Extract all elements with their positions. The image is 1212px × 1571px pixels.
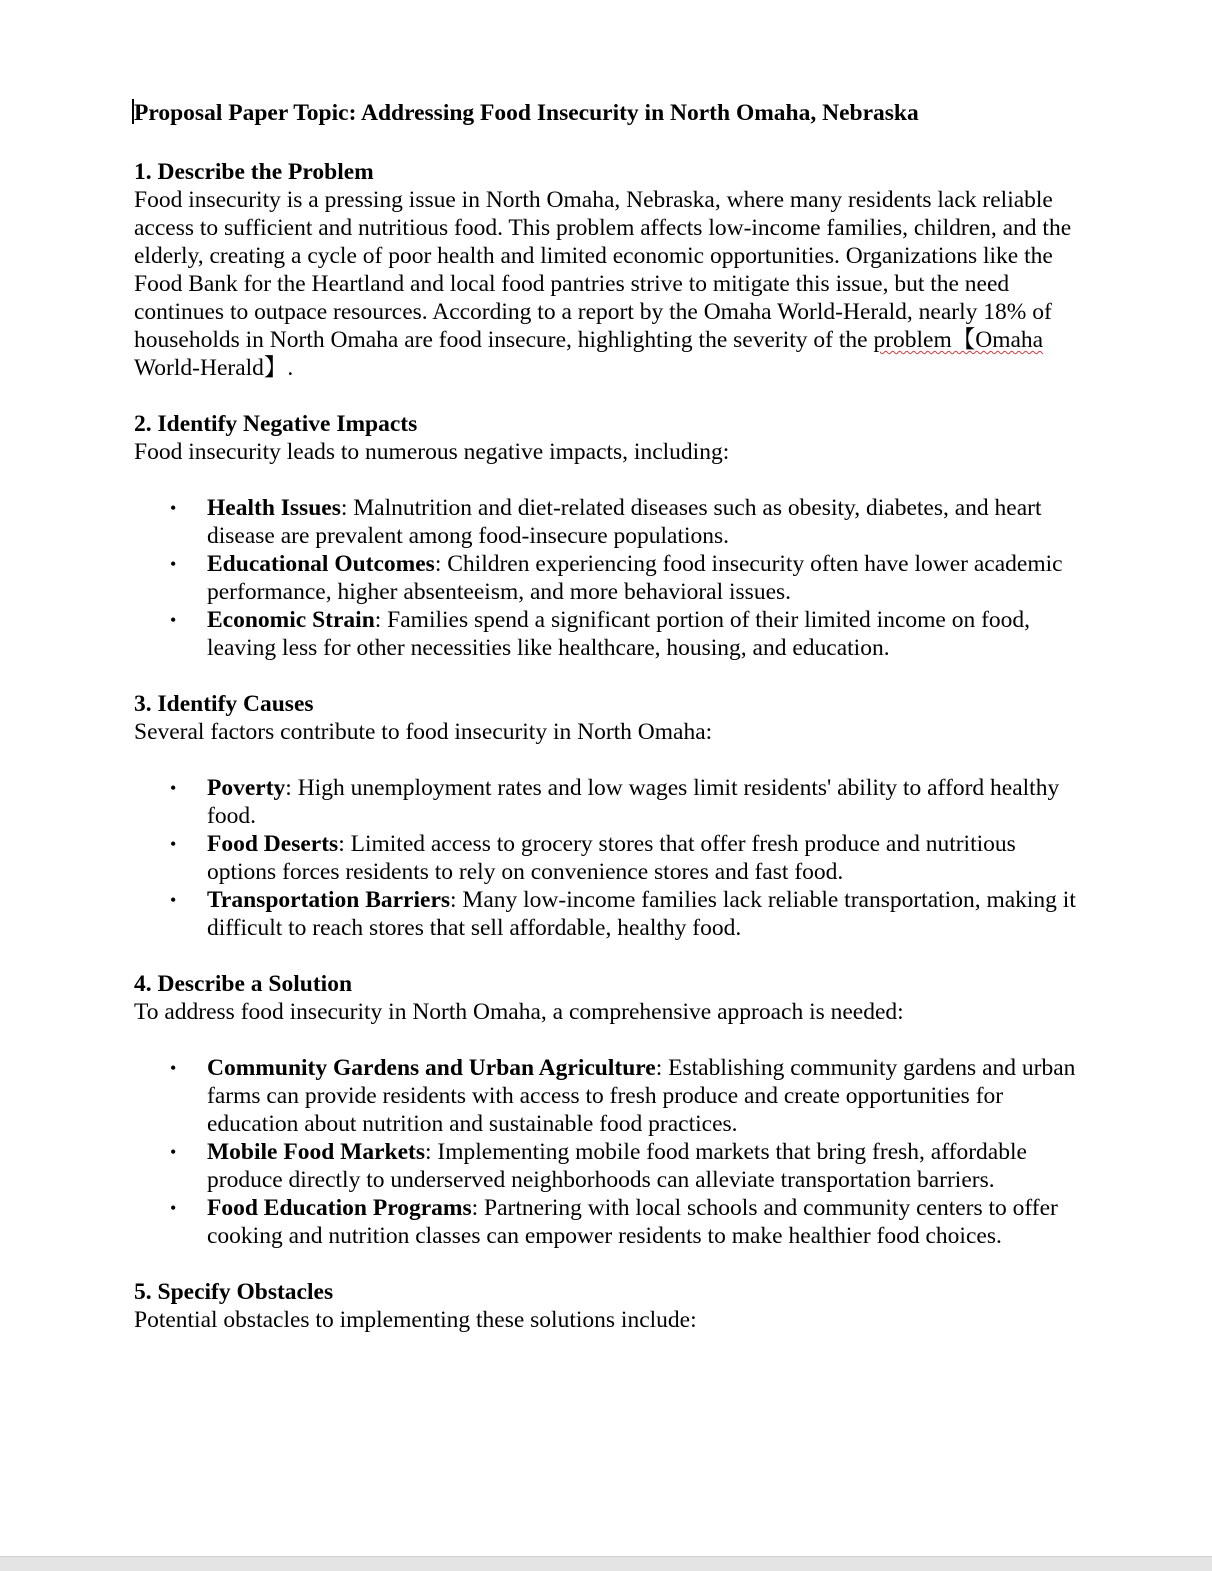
- bullet-icon: •: [170, 834, 177, 854]
- list-item-text: : Limited access to grocery stores that offer fresh produce and nutritious options forces residents to rely on convenience stores and fast food.: [207, 831, 1016, 885]
- section-intro[interactable]: To address food insecurity in North Omaha, a comprehensive approach is needed:: [134, 999, 904, 1025]
- bullet-list: [134, 494, 1084, 662]
- section-intro[interactable]: Several factors contribute to food insecurity in North Omaha:: [134, 719, 713, 745]
- paragraph-text-end: World-Herald】.: [134, 355, 294, 381]
- document-body[interactable]: [134, 96, 1084, 1334]
- list-item-term: Educational Outcomes: [207, 551, 435, 577]
- section-intro[interactable]: Potential obstacles to implementing these solutions include:: [134, 1307, 697, 1333]
- list-item-term: Economic Strain: [207, 607, 375, 633]
- list-item-text: : Malnutrition and diet-related diseases such as obesity, diabetes, and heart disease are prevalent among food-insecure populations.: [207, 495, 1042, 549]
- list-item[interactable]: [170, 494, 1084, 550]
- section-heading[interactable]: 1. Describe the Problem: [134, 159, 374, 185]
- list-item[interactable]: [170, 1194, 1084, 1250]
- document-title[interactable]: Proposal Paper Topic: Addressing Food Insecurity in North Omaha, Nebraska: [134, 100, 919, 126]
- bullet-icon: •: [170, 1198, 177, 1218]
- paragraph-gap: [134, 382, 1084, 410]
- section-heading[interactable]: 2. Identify Negative Impacts: [134, 411, 418, 437]
- list-item-term: Poverty: [207, 775, 286, 801]
- bullet-icon: •: [170, 1142, 177, 1162]
- list-item[interactable]: [170, 886, 1084, 942]
- bullet-icon: •: [170, 778, 177, 798]
- list-item-text: : Partnering with local schools and community centers to offer cooking and nutrition classes can empower residents to make healthier food choices.: [207, 1195, 1058, 1249]
- list-item-term: Community Gardens and Urban Agriculture: [207, 1055, 656, 1081]
- spellcheck-flagged-text[interactable]: problem【Omaha: [873, 327, 1044, 353]
- list-item[interactable]: [170, 550, 1084, 606]
- list-item-term: Transportation Barriers: [207, 887, 451, 913]
- bullet-icon: •: [170, 498, 177, 518]
- bullet-icon: •: [170, 890, 177, 910]
- section-solution: [134, 970, 1084, 1250]
- bullet-icon: •: [170, 1058, 177, 1078]
- section-negative-impacts: [134, 410, 1084, 662]
- list-item[interactable]: [170, 830, 1084, 886]
- list-item-text: : Families spend a significant portion of their limited income on food, leaving less for other necessities like healthcare, housing, and education.: [207, 607, 1031, 661]
- section-heading[interactable]: 4. Describe a Solution: [134, 971, 353, 997]
- list-item-term: Health Issues: [207, 495, 341, 521]
- list-item-term: Food Education Programs: [207, 1195, 472, 1221]
- list-item-term: Food Deserts: [207, 831, 339, 857]
- bullet-icon: •: [170, 554, 177, 574]
- horizontal-scrollbar[interactable]: [0, 1556, 1212, 1571]
- section-intro[interactable]: Food insecurity leads to numerous negative impacts, including:: [134, 439, 730, 465]
- list-item-term: Mobile Food Markets: [207, 1139, 425, 1165]
- list-item[interactable]: [170, 606, 1084, 662]
- list-item-text: : Children experiencing food insecurity often have lower academic performance, higher absenteeism, and more behavioral issues.: [207, 551, 1063, 605]
- section-obstacles: [134, 1278, 1084, 1334]
- section-causes: [134, 690, 1084, 942]
- section-heading[interactable]: 5. Specify Obstacles: [134, 1279, 334, 1305]
- bullet-list: [134, 774, 1084, 942]
- section-problem: [134, 158, 1084, 382]
- bullet-list: [134, 1054, 1084, 1250]
- list-item-text: : Many low-income families lack reliable transportation, making it difficult to reach stores that sell affordable, healthy food.: [207, 887, 1076, 941]
- text-cursor: [132, 99, 134, 124]
- paragraph-text: Food insecurity is a pressing issue in North Omaha, Nebraska, where many residents lack reliable access to sufficient and nutritious food. This problem affects low-income families, children, and the elderly, creating a cycle of poor health and limited economic opportunities. Organizations like the Food Bank for the Heartland and local food pantries strive to mitigate this issue, but the need continues to outpace resources. According to a report by the Omaha World-Herald, nearly 18% of households in North Omaha are food insecure, highlighting the severity of the: [134, 187, 1072, 353]
- list-item[interactable]: [170, 1054, 1084, 1138]
- list-item-text: : High unemployment rates and low wages limit residents' ability to afford healthy food.: [207, 775, 1060, 829]
- list-item-text: : Implementing mobile food markets that bring fresh, affordable produce directly to underserved neighborhoods can alleviate transportation barriers.: [207, 1139, 1027, 1193]
- list-item-text: : Establishing community gardens and urban farms can provide residents with access to fresh produce and create opportunities for education about nutrition and sustainable food practices.: [207, 1055, 1076, 1137]
- section-heading[interactable]: 3. Identify Causes: [134, 691, 314, 717]
- list-item[interactable]: [170, 1138, 1084, 1194]
- section-paragraph[interactable]: [134, 186, 1084, 382]
- bullet-icon: •: [170, 610, 177, 630]
- list-item[interactable]: [170, 774, 1084, 830]
